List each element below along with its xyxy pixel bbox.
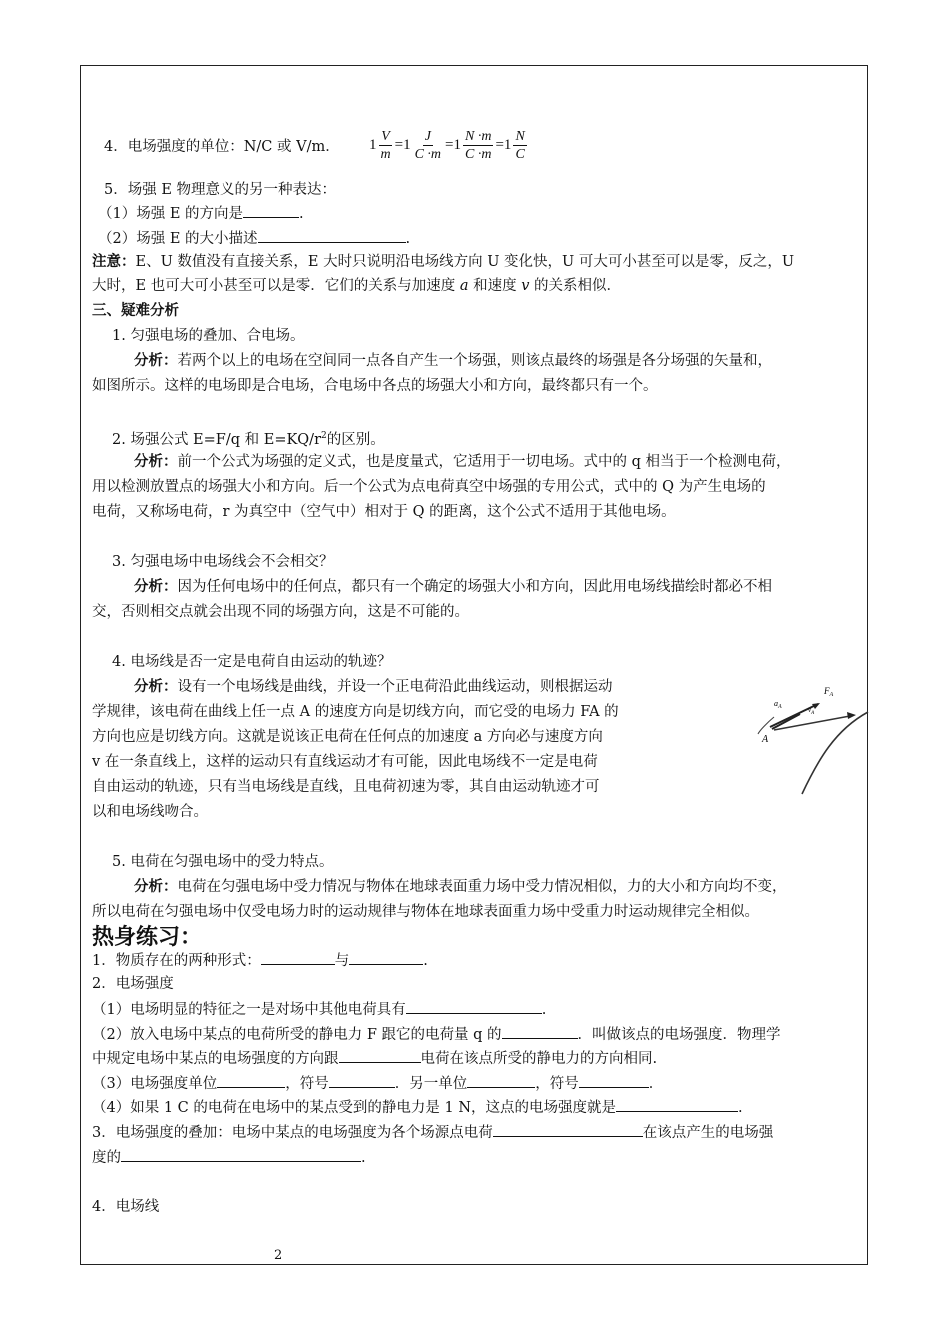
unit-item-4: 4．电场强度的单位：N/C 或 V/m． [104, 139, 340, 155]
unit-formula: 1 $\frac{V}{m}$ =1 $\frac{J}{C \cdot m}$ =1 $\frac{N \cdot m}{C \cdot m}$ =1 $\frac{N}{C}$ [369, 129, 525, 162]
velocity-arrow [774, 716, 850, 730]
fill-blank[interactable] [493, 1122, 643, 1137]
label-force: $F_A$ [824, 686, 834, 698]
fraction-v-over-m: $\frac{V}{m}$ [380, 129, 391, 162]
fill-blank[interactable] [616, 1097, 738, 1112]
fill-blank[interactable] [406, 999, 542, 1014]
fill-blank[interactable] [258, 228, 406, 243]
fraction-j-over-cm: $\frac{J}{C \cdot m}$ [414, 129, 442, 162]
q4-line-6: 以和电场线吻合。 [92, 804, 208, 820]
velocity-arrowhead [847, 712, 856, 719]
warmup-item-2-3: （3）电场强度单位 ，符号 ．另一单位 ，符号 ． [92, 1073, 663, 1094]
unit-item-5: 5．场强 E 物理意义的另一种表达： [104, 182, 337, 198]
unit-item-5-1: （1）场强 E 的方向是 . [98, 203, 304, 224]
q4-line-5: 自由运动的轨迹，只有当电场线是直线，且电荷初速为零，其自由运动轨迹才可 [92, 779, 600, 795]
fill-blank[interactable] [121, 1147, 361, 1162]
force-arrowhead [812, 703, 820, 709]
label-velocity: $v_A$ [808, 706, 815, 716]
q3-line-2: 交，否则相交点就会出现不同的场强方向，这是不可能的。 [92, 604, 469, 620]
fraction-nm-over-cm: $\frac{N \cdot m}{C \cdot m}$ [465, 129, 492, 162]
warmup-item-3-cont: 度的 . [92, 1147, 366, 1168]
q5-line-1: 分析：电荷在匀强电场中受力情况与物体在地球表面重力场中受力情况相似，力的大小和方向均不变， [134, 878, 787, 895]
fill-blank[interactable] [467, 1073, 535, 1088]
q2-title: 2. 场强公式 E=F/q 和 $E=KQ/r^2$的区别。 [112, 431, 385, 448]
q2-line-3: 电荷，又称场电荷，r 为真空中（空气中）相对于 Q 的距离，这个公式不适用于其他电场。 [92, 504, 676, 520]
q3-title: 3. 匀强电场中电场线会不会相交？ [112, 554, 334, 570]
fill-blank[interactable] [329, 1073, 395, 1088]
warmup-item-2-2-cont: 中规定电场中某点的电场强度的方向跟 电荷在该点所受的静电力的方向相同. [92, 1048, 657, 1069]
q5-line-2: 所以电荷在匀强电场中仅受电场力时的运动规律与物体在地球表面重力场中受重力时运动规律完全相似。 [92, 904, 759, 920]
q3-line-1: 分析：因为任何电场中的任何点，都只有一个确定的场强大小和方向，因此用电场线描绘时都必不相 [134, 578, 772, 595]
q1-title: 1. 匀强电场的叠加、合电场。 [112, 328, 305, 344]
fill-blank[interactable] [349, 950, 423, 965]
warmup-item-2-2: （2）放入电场中某点的电荷所受的静电力 F 跟它的电荷量 q 的 ．叫做该点的电场强度．物理学 [92, 1024, 781, 1045]
field-line-curve [802, 712, 868, 794]
warmup-item-2-1: （1）电场明显的特征之一是对场中其他电荷具有 . [92, 999, 546, 1020]
acceleration-arrow [772, 714, 800, 729]
warmup-item-2: 2．电场强度 [92, 976, 174, 992]
unit-item-5-2: （2）场强 E 的大小描述 . [98, 228, 410, 249]
warmup-item-2-4: （4）如果 1 C 的电荷在电场中的某点受到的静电力是 1 N，这点的电场强度就是 . [92, 1097, 743, 1118]
q1-line-1: 分析：若两个以上的电场在空间同一点各自产生一个场强，则该点最终的场强是各分场强的矢量和， [134, 352, 772, 369]
fill-blank[interactable] [243, 203, 299, 218]
q4-line-4: v 在一条直线上，这样的运动只有直线运动才有可能，因此电场线不一定是电荷 [92, 754, 598, 770]
label-acceleration: $a_A$ [774, 699, 782, 710]
label-point-a: A [762, 734, 769, 745]
q2-line-2: 用以检测放置点的场强大小和方向。后一个公式为点电荷真空中场强的专用公式，式中的 Q 为产生电场的 [92, 479, 766, 495]
q4-line-3: 方向也应是切线方向。这就是说该正电荷在任何点的加速度 a 方向必与速度方向 [92, 729, 603, 745]
analysis-heading: 三、疑难分析 [92, 302, 179, 319]
note-line-1: 注意：E、U 数值没有直接关系，E 大时只说明沿电场线方向 U 变化快，U 可大可小甚至可以是零，反之，U [92, 253, 795, 270]
q1-line-2: 如图所示。这样的电场即是合电场，合电场中各点的场强大小和方向，最终都只有一个。 [92, 378, 658, 394]
note-line-2: 大时，E 也可大可小甚至可以是零．它们的关系与加速度 a 和速度 v 的关系相似． [92, 278, 621, 294]
fill-blank[interactable] [261, 950, 335, 965]
q2-line-1: 分析：前一个公式为场强的定义式，也是度量式，它适用于一切电场。式中的 q 相当于一个检测电荷， [134, 453, 791, 470]
q4-line-2: 学规律，该电荷在曲线上任一点 A 的速度方向是切线方向，而它受的电场力 FA 的 [92, 704, 619, 720]
warmup-heading: 热身练习： [92, 925, 203, 950]
fill-blank[interactable] [579, 1073, 649, 1088]
warmup-item-4: 4．电场线 [92, 1199, 160, 1215]
field-line-figure [700, 672, 870, 802]
warmup-item-1: 1．物质存在的两种形式： 与 . [92, 950, 428, 971]
q4-title: 4. 电场线是否一定是电荷自由运动的轨迹？ [112, 654, 392, 670]
fill-blank[interactable] [502, 1024, 578, 1039]
q5-title: 5. 电荷在匀强电场中的受力特点。 [112, 854, 334, 870]
fraction-n-over-c: $\frac{N}{C}$ [515, 129, 525, 162]
q4-line-1: 分析：设有一个电场线是曲线，并设一个正电荷沿此曲线运动，则根据运动 [134, 678, 613, 695]
fill-blank[interactable] [339, 1048, 421, 1063]
page-number: 2 [274, 1248, 283, 1263]
fill-blank[interactable] [217, 1073, 285, 1088]
warmup-item-3: 3．电场强度的叠加：电场中某点的电场强度为各个场源点电荷 在该点产生的电场强 [92, 1122, 773, 1143]
